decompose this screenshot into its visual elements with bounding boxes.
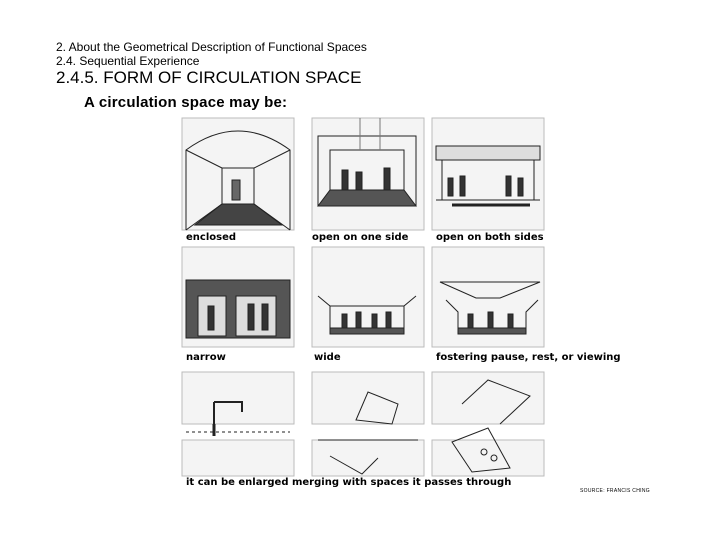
- sketch-plan-merging: [432, 372, 544, 476]
- caption-fostering: fostering pause, rest, or viewing: [436, 352, 621, 363]
- sketch-enclosed: [182, 118, 294, 230]
- caption-enclosed: enclosed: [186, 232, 237, 243]
- caption-open-both-sides: open on both sides: [436, 232, 544, 243]
- figure-heading: A circulation space may be:: [84, 94, 288, 111]
- sketch-narrow: [182, 247, 294, 347]
- caption-narrow: narrow: [186, 352, 226, 363]
- caption-enlarged: it can be enlarged merging with spaces it passes through: [186, 477, 512, 488]
- sketch-plan-wide: [312, 372, 424, 476]
- caption-open-one-side: open on one side: [312, 232, 409, 243]
- sketch-fostering: [432, 247, 544, 347]
- sketch-plan-narrow: [182, 372, 294, 476]
- sketch-wide: [312, 247, 424, 347]
- section-heading: 2. About the Geometrical Description of Functional Spaces: [56, 40, 367, 54]
- subsection-heading: 2.4. Sequential Experience: [56, 54, 200, 68]
- sketch-open-both-sides: [432, 118, 544, 230]
- page-title: 2.4.5. FORM OF CIRCULATION SPACE: [56, 68, 362, 87]
- figure-source: SOURCE: FRANCIS CHING: [580, 488, 650, 494]
- caption-wide: wide: [314, 352, 341, 363]
- sketch-open-one-side: [312, 118, 424, 230]
